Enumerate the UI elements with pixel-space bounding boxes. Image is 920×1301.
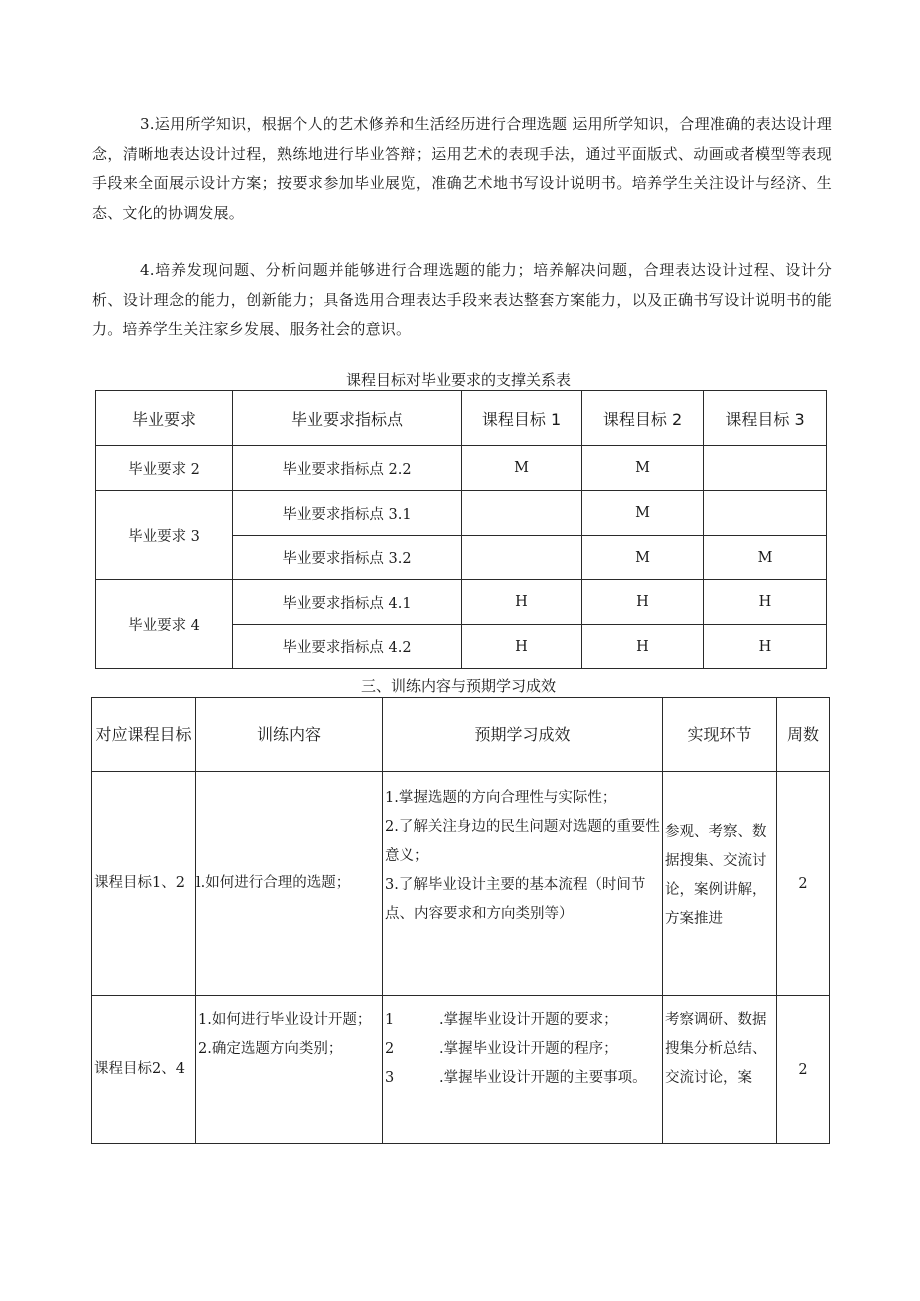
training-content-table (91, 697, 830, 1144)
support-relation-table (95, 390, 827, 669)
course-goal-cell: 课程目标2、4 (92, 996, 196, 1144)
header-training-content: 训练内容 (196, 698, 383, 772)
paragraph-objective-3: 3.运用所学知识，根据个人的艺术修养和生活经历进行合理选题 运用所学知识，合理准确的表达设计理念，清晰地表达设计过程，熟练地进行毕业答辩；运用艺术的表现手法，通过平面版式、动画或者模型等表现手段来全面展示设计方案；按要求参加毕业展览，准确艺术地书写设计说明书。培养学生关注设计与经济、生态、文化的协调发展。 (92, 115, 832, 222)
section-three-heading: 三、训练内容与预期学习成效 (360, 677, 556, 695)
goal-3-cell (704, 446, 827, 491)
training-content-cell: l.如何进行合理的选题； (196, 772, 383, 996)
outcome-number: 1 (385, 1012, 395, 1028)
goal-2-cell: H (582, 625, 704, 669)
header-method: 实现环节 (663, 698, 777, 772)
indicator-cell: 毕业要求指标点 3.1 (233, 491, 462, 536)
content-item: 1.如何进行毕业设计开题； (198, 1012, 372, 1028)
outcome-item: 3.了解毕业设计主要的基本流程（时间节点、内容要求和方向类别等） (385, 877, 646, 922)
outcome-text: .掌握毕业设计开题的程序； (439, 1041, 618, 1057)
requirement-cell: 毕业要求 4 (96, 580, 233, 669)
table-row (92, 772, 830, 996)
goal-3-cell: H (704, 625, 827, 669)
goal-1-cell: H (462, 625, 582, 669)
goal-1-cell: H (462, 580, 582, 625)
expected-outcome-cell (383, 996, 663, 1144)
goal-1-cell: M (462, 446, 582, 491)
requirement-cell: 毕业要求 3 (96, 491, 233, 580)
header-weeks: 周数 (777, 698, 830, 772)
table-row (96, 580, 827, 625)
course-goal-cell: 课程目标1、2 (92, 772, 196, 996)
goal-2-cell: M (582, 446, 704, 491)
table-row (92, 996, 830, 1144)
table-header-row (92, 698, 830, 772)
outcome-number: 2 (385, 1041, 395, 1057)
goal-3-cell (704, 491, 827, 536)
table-row (96, 446, 827, 491)
table-header-row (96, 391, 827, 446)
training-content-cell (196, 996, 383, 1144)
outcome-item (385, 1035, 662, 1064)
outcome-number: 3 (385, 1070, 395, 1086)
goal-1-cell (462, 491, 582, 536)
requirement-cell: 毕业要求 2 (96, 446, 233, 491)
outcome-item (385, 1006, 662, 1035)
method-cell: 参观、考察、数据搜集、交流讨论，案例讲解，方案推进 (663, 772, 777, 996)
goal-2-cell: M (582, 536, 704, 580)
header-expected-outcome: 预期学习成效 (383, 698, 663, 772)
goal-3-cell: H (704, 580, 827, 625)
header-goal-1: 课程目标 1 (462, 391, 582, 446)
goal-1-cell (462, 536, 582, 580)
goal-2-cell: H (582, 580, 704, 625)
weeks-cell: 2 (777, 772, 830, 996)
header-indicator: 毕业要求指标点 (233, 391, 462, 446)
header-requirement: 毕业要求 (96, 391, 233, 446)
outcome-item (385, 1064, 662, 1093)
support-table-caption: 课程目标对毕业要求的支撑关系表 (345, 371, 571, 389)
indicator-cell: 毕业要求指标点 2.2 (233, 446, 462, 491)
indicator-cell: 毕业要求指标点 4.1 (233, 580, 462, 625)
outcome-item: 1.掌握选题的方向合理性与实际性； (385, 790, 617, 806)
goal-3-cell: M (704, 536, 827, 580)
goal-2-cell: M (582, 491, 704, 536)
header-goal-3: 课程目标 3 (704, 391, 827, 446)
indicator-cell: 毕业要求指标点 4.2 (233, 625, 462, 669)
content-item: 2.确定选题方向类别； (198, 1041, 343, 1057)
header-goal-2: 课程目标 2 (582, 391, 704, 446)
outcome-text: .掌握毕业设计开题的要求； (439, 1012, 618, 1028)
indicator-cell: 毕业要求指标点 3.2 (233, 536, 462, 580)
table-row (96, 491, 827, 536)
method-cell: 考察调研、数据搜集分析总结、交流讨论，案 (663, 996, 777, 1144)
outcome-item: 2.了解关注身边的民生问题对选题的重要性意义； (385, 819, 660, 864)
weeks-cell: 2 (777, 996, 830, 1144)
outcome-text: .掌握毕业设计开题的主要事项。 (439, 1070, 647, 1086)
header-course-goal: 对应课程目标 (92, 698, 196, 772)
expected-outcome-cell (383, 772, 663, 996)
paragraph-objective-4: 4.培养发现问题、分析问题并能够进行合理选题的能力；培养解决问题，合理表达设计过程、设计分析、设计理念的能力，创新能力；具备选用合理表达手段来表达整套方案能力，以及正确书写设计说明书的能力。培养学生关注家乡发展、服务社会的意识。 (92, 261, 832, 338)
